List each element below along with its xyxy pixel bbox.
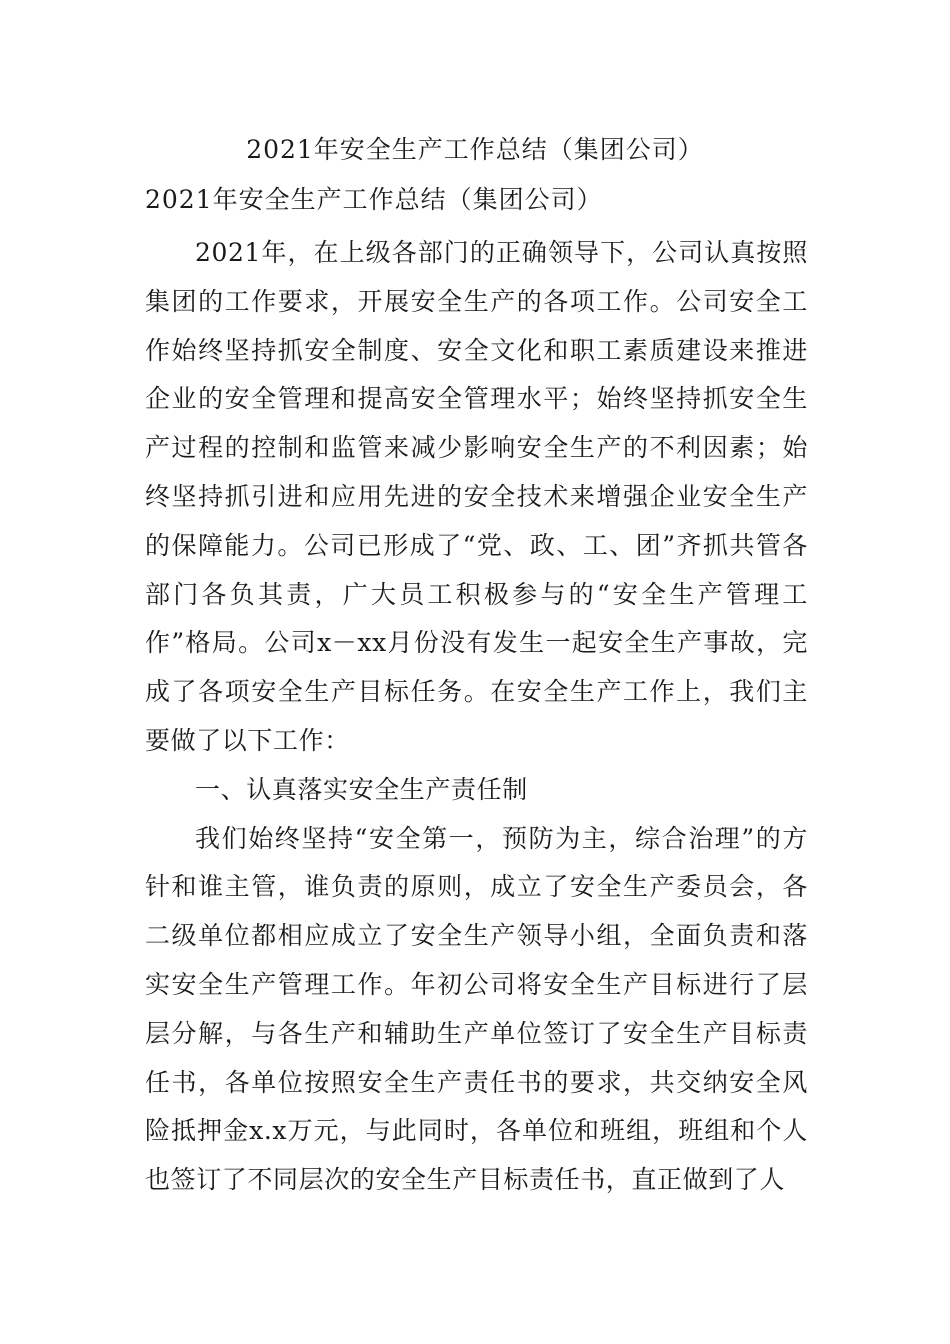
document-body <box>145 229 808 1205</box>
section-heading: 一、认真落实安全生产责任制 <box>195 774 528 804</box>
document-subtitle: 2021年安全生产工作总结（集团公司） <box>145 185 603 214</box>
paragraph-section-1: 我们始终坚持“安全第一，预防为主，综合治理”的方针和谁主管，谁负责的原则，成立了安全生产委员会，各二级单位都相应成立了安全生产领导小组，全面负责和落实安全生产管理工作。年初公司将安全生产目标进行了层层分解，与各生产和辅助生产单位签订了安全生产目标责任书，各单位按照安全生产责任书的要求，共交纳安全风险抵押金x.x万元，与此同时，各单位和班组，班组和个人也签订了不同层次的安全生产目标责任书，直正做到了人 <box>145 823 808 1195</box>
paragraph-intro: 2021年，在上级各部门的正确领导下，公司认真按照集团的工作要求，开展安全生产的各项工作。公司安全工作始终坚持抓安全制度、安全文化和职工素质建设来推进企业的安全管理和提高安全管理水平；始终坚持抓安全生产过程的控制和监管来减少影响安全生产的不利因素；始终坚持抓引进和应用先进的安全技术来增强企业安全生产的保障能力。公司已形成了“党、政、工、团”齐抓共管各部门各负其责，广大员工积极参与的“安全生产管理工作”格局。公司x－xx月份没有发生一起安全生产事故，完成了各项安全生产目标任务。在安全生产工作上，我们主要做了以下工作： <box>145 238 808 755</box>
document-title: 2021年安全生产工作总结（集团公司） <box>246 135 704 164</box>
